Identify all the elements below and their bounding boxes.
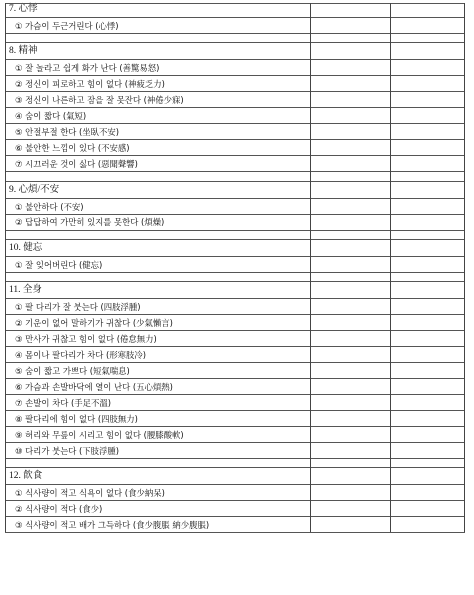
row-divider bbox=[5, 230, 465, 231]
response-cell-b[interactable] bbox=[390, 214, 464, 230]
row-divider bbox=[5, 458, 465, 459]
row-divider bbox=[5, 17, 465, 18]
symptom-row bbox=[5, 91, 465, 107]
symptom-row bbox=[5, 214, 465, 230]
response-cell-b[interactable] bbox=[390, 426, 464, 442]
symptom-row bbox=[5, 378, 465, 394]
symptom-label: ⑨ 허리와 무릎이 시리고 힘이 없다 (腰膝酸軟) bbox=[15, 429, 184, 440]
symptom-row bbox=[5, 410, 465, 426]
response-cell-b bbox=[390, 3, 464, 17]
section-title-cell bbox=[5, 42, 310, 59]
response-cell-b[interactable] bbox=[390, 123, 464, 139]
symptom-label: ① 잘 놀라고 쉽게 화가 난다 (善驚易怒) bbox=[15, 63, 160, 74]
response-cell-b[interactable] bbox=[390, 346, 464, 362]
response-cell-b[interactable] bbox=[390, 516, 464, 532]
section-title-cell bbox=[5, 281, 310, 298]
symptom-row bbox=[5, 362, 465, 378]
symptom-checklist-table bbox=[5, 3, 465, 591]
symptom-label: ⑩ 다리가 붓는다 (下肢浮腫) bbox=[15, 445, 120, 456]
row-divider bbox=[5, 42, 465, 43]
row-divider bbox=[5, 155, 465, 156]
response-cell-a[interactable] bbox=[310, 378, 390, 394]
symptom-label: ② 기운이 없어 말하기가 귀찮다 (少氣懶言) bbox=[15, 318, 173, 329]
response-cell-a[interactable] bbox=[310, 298, 390, 314]
symptom-label-cell bbox=[5, 426, 310, 442]
section-title-cell bbox=[5, 181, 310, 198]
row-divider bbox=[5, 330, 465, 331]
section-header-row bbox=[5, 42, 465, 59]
row-divider bbox=[5, 91, 465, 92]
symptom-row bbox=[5, 155, 465, 171]
row-divider bbox=[5, 214, 465, 215]
row-divider bbox=[5, 107, 465, 108]
blank-spacer-row bbox=[5, 458, 465, 468]
symptom-row bbox=[5, 346, 465, 362]
row-divider bbox=[5, 298, 465, 299]
response-cell-b[interactable] bbox=[390, 91, 464, 107]
response-cell-a bbox=[310, 181, 390, 198]
symptom-label-cell bbox=[5, 198, 310, 214]
response-cell-b[interactable] bbox=[390, 394, 464, 410]
symptom-row bbox=[5, 314, 465, 330]
row-divider bbox=[5, 346, 465, 347]
symptom-label-cell bbox=[5, 362, 310, 378]
symptom-label: ① 가슴이 두근거린다 (心悸) bbox=[15, 20, 119, 31]
column-divider bbox=[464, 3, 465, 532]
response-cell-a[interactable] bbox=[310, 346, 390, 362]
symptom-row bbox=[5, 484, 465, 500]
row-divider bbox=[5, 281, 465, 282]
symptom-label-cell bbox=[5, 139, 310, 155]
row-divider bbox=[5, 314, 465, 315]
response-cell-a[interactable] bbox=[310, 330, 390, 346]
symptom-row bbox=[5, 75, 465, 91]
section-header-row bbox=[5, 181, 465, 198]
row-divider bbox=[5, 171, 465, 172]
row-divider bbox=[5, 442, 465, 443]
symptom-row bbox=[5, 256, 465, 272]
symptom-label: ⑧ 팔다리에 힘이 없다 (四肢無力) bbox=[15, 414, 138, 425]
symptom-label: ⑤ 숨이 짧고 가쁘다 (短氣喘息) bbox=[15, 366, 130, 377]
blank-spacer-row bbox=[5, 171, 465, 181]
response-cell-b[interactable] bbox=[390, 314, 464, 330]
response-cell-b[interactable] bbox=[390, 17, 464, 33]
response-cell-a[interactable] bbox=[310, 442, 390, 458]
symptom-row bbox=[5, 139, 465, 155]
row-divider bbox=[5, 394, 465, 395]
row-divider bbox=[5, 59, 465, 60]
response-cell-a[interactable] bbox=[310, 394, 390, 410]
symptom-label-cell bbox=[5, 410, 310, 426]
response-cell-b[interactable] bbox=[390, 139, 464, 155]
symptom-label-cell bbox=[5, 256, 310, 272]
response-cell-a[interactable] bbox=[310, 500, 390, 516]
symptom-label-cell bbox=[5, 330, 310, 346]
symptom-label: ① 잘 잊어버린다 (健忘) bbox=[15, 259, 103, 270]
response-cell-a[interactable] bbox=[310, 17, 390, 33]
response-cell-a[interactable] bbox=[310, 256, 390, 272]
response-cell-b bbox=[390, 42, 464, 59]
response-cell-b bbox=[390, 239, 464, 256]
symptom-row bbox=[5, 17, 465, 33]
symptom-label: ② 식사량이 적다 (食少) bbox=[15, 504, 103, 515]
response-cell-a[interactable] bbox=[310, 91, 390, 107]
blank-spacer-row bbox=[5, 230, 465, 240]
symptom-label-cell bbox=[5, 500, 310, 516]
symptom-label-cell bbox=[5, 298, 310, 314]
symptom-label-cell bbox=[5, 442, 310, 458]
response-cell-b[interactable] bbox=[390, 298, 464, 314]
symptom-label-cell bbox=[5, 314, 310, 330]
response-cell-a[interactable] bbox=[310, 362, 390, 378]
blank-spacer-row bbox=[5, 272, 465, 282]
response-cell-a[interactable] bbox=[310, 75, 390, 91]
column-divider bbox=[5, 3, 6, 532]
row-divider bbox=[5, 362, 465, 363]
symptom-label-cell bbox=[5, 75, 310, 91]
symptom-label-cell bbox=[5, 214, 310, 230]
section-title: 9. 心煩/不安 bbox=[9, 184, 60, 195]
symptom-label-cell bbox=[5, 123, 310, 139]
symptom-row bbox=[5, 107, 465, 123]
response-cell-a[interactable] bbox=[310, 198, 390, 214]
column-divider bbox=[310, 3, 311, 532]
section-title: 8. 精神 bbox=[9, 46, 38, 57]
response-cell-a[interactable] bbox=[310, 484, 390, 500]
response-cell-b[interactable] bbox=[390, 256, 464, 272]
symptom-label: ③ 식사량이 적고 배가 그득하다 (食少腹脹 納少腹脹) bbox=[15, 520, 210, 531]
blank-spacer-row bbox=[5, 33, 465, 43]
symptom-label-cell bbox=[5, 91, 310, 107]
row-divider bbox=[5, 378, 465, 379]
response-cell-a[interactable] bbox=[310, 155, 390, 171]
response-cell-a[interactable] bbox=[310, 410, 390, 426]
row-divider bbox=[5, 426, 465, 427]
row-divider bbox=[5, 3, 465, 4]
row-divider bbox=[5, 139, 465, 140]
response-cell-b[interactable] bbox=[390, 330, 464, 346]
row-divider bbox=[5, 484, 465, 485]
row-divider bbox=[5, 410, 465, 411]
row-divider bbox=[5, 500, 465, 501]
response-cell-b[interactable] bbox=[390, 362, 464, 378]
section-header-row bbox=[5, 3, 465, 17]
symptom-label: ① 불안하다 (不安) bbox=[15, 201, 84, 212]
symptom-label: ② 정신이 피로하고 힘이 없다 (神疲乏力) bbox=[15, 79, 165, 90]
symptom-row bbox=[5, 394, 465, 410]
section-header-row bbox=[5, 281, 465, 298]
symptom-row bbox=[5, 516, 465, 532]
response-cell-b[interactable] bbox=[390, 410, 464, 426]
response-cell-b bbox=[390, 181, 464, 198]
response-cell-a[interactable] bbox=[310, 426, 390, 442]
symptom-label-cell bbox=[5, 484, 310, 500]
response-cell-b[interactable] bbox=[390, 59, 464, 75]
response-cell-a bbox=[310, 281, 390, 298]
response-cell-b[interactable] bbox=[390, 442, 464, 458]
symptom-row bbox=[5, 330, 465, 346]
response-cell-a bbox=[310, 3, 390, 17]
response-cell-a[interactable] bbox=[310, 214, 390, 230]
symptom-row bbox=[5, 123, 465, 139]
symptom-row bbox=[5, 298, 465, 314]
response-cell-a[interactable] bbox=[310, 314, 390, 330]
symptom-label: ⑥ 불안한 느낌이 있다 (不安感) bbox=[15, 143, 130, 154]
response-cell-b[interactable] bbox=[390, 107, 464, 123]
symptom-label: ③ 정신이 나른하고 잠을 잘 못잔다 (神倦少寐) bbox=[15, 95, 184, 106]
symptom-label: ① 식사량이 적고 식욕이 없다 (食少納呆) bbox=[15, 488, 165, 499]
row-divider bbox=[5, 181, 465, 182]
symptom-label: ⑥ 가슴과 손발바닥에 열이 난다 (五心煩熱) bbox=[15, 382, 173, 393]
symptom-label-cell bbox=[5, 346, 310, 362]
response-cell-a bbox=[310, 239, 390, 256]
row-divider bbox=[5, 272, 465, 273]
response-cell-a[interactable] bbox=[310, 516, 390, 532]
response-cell-b[interactable] bbox=[390, 378, 464, 394]
row-divider bbox=[5, 256, 465, 257]
section-title-cell bbox=[5, 239, 310, 256]
symptom-label: ① 팔 다리가 잘 붓는다 (四肢浮腫) bbox=[15, 302, 141, 313]
response-cell-a[interactable] bbox=[310, 59, 390, 75]
symptom-label: ⑦ 손발이 차다 (手足不溫) bbox=[15, 398, 111, 409]
column-divider bbox=[390, 3, 391, 532]
section-title: 11. 全身 bbox=[9, 285, 42, 296]
section-title: 12. 飮食 bbox=[9, 471, 43, 482]
response-cell-b[interactable] bbox=[390, 484, 464, 500]
row-divider bbox=[5, 532, 465, 533]
symptom-label: ⑤ 안절부절 한다 (坐臥不安) bbox=[15, 127, 120, 138]
section-title: 10. 健忘 bbox=[9, 243, 43, 253]
section-header-row bbox=[5, 239, 465, 256]
response-cell-b[interactable] bbox=[390, 198, 464, 214]
symptom-label-cell bbox=[5, 155, 310, 171]
row-divider bbox=[5, 33, 465, 34]
section-title-cell bbox=[5, 467, 310, 484]
row-divider bbox=[5, 198, 465, 199]
symptom-label-cell bbox=[5, 516, 310, 532]
response-cell-b bbox=[390, 281, 464, 298]
row-divider bbox=[5, 123, 465, 124]
response-cell-a[interactable] bbox=[310, 107, 390, 123]
row-divider bbox=[5, 239, 465, 240]
symptom-row bbox=[5, 59, 465, 75]
section-title: 7. 心悸 bbox=[9, 4, 38, 14]
symptom-row bbox=[5, 198, 465, 214]
symptom-label: ⑦ 시끄러운 것이 싫다 (惡聞聲響) bbox=[15, 159, 138, 170]
symptom-label: ④ 숨이 짧다 (氣短) bbox=[15, 111, 87, 122]
response-cell-b bbox=[390, 467, 464, 484]
section-header-row bbox=[5, 467, 465, 484]
symptom-label-cell bbox=[5, 17, 310, 33]
symptom-label-cell bbox=[5, 378, 310, 394]
symptom-row bbox=[5, 426, 465, 442]
response-cell-a[interactable] bbox=[310, 123, 390, 139]
symptom-row bbox=[5, 442, 465, 458]
row-divider bbox=[5, 467, 465, 468]
row-divider bbox=[5, 516, 465, 517]
symptom-label-cell bbox=[5, 394, 310, 410]
symptom-row bbox=[5, 500, 465, 516]
response-cell-b[interactable] bbox=[390, 500, 464, 516]
response-cell-b[interactable] bbox=[390, 155, 464, 171]
symptom-label-cell bbox=[5, 59, 310, 75]
symptom-label-cell bbox=[5, 107, 310, 123]
symptom-label: ④ 몸이나 팔다리가 차다 (形寒肢冷) bbox=[15, 350, 147, 361]
row-divider bbox=[5, 75, 465, 76]
response-cell-a[interactable] bbox=[310, 139, 390, 155]
response-cell-a bbox=[310, 467, 390, 484]
symptom-label: ② 답답하여 가만히 있지를 못한다 (煩燥) bbox=[15, 217, 165, 228]
response-cell-a bbox=[310, 42, 390, 59]
response-cell-b[interactable] bbox=[390, 75, 464, 91]
symptom-label: ③ 만사가 귀찮고 힘이 없다 (倦怠無力) bbox=[15, 334, 157, 345]
section-title-cell bbox=[5, 3, 310, 17]
